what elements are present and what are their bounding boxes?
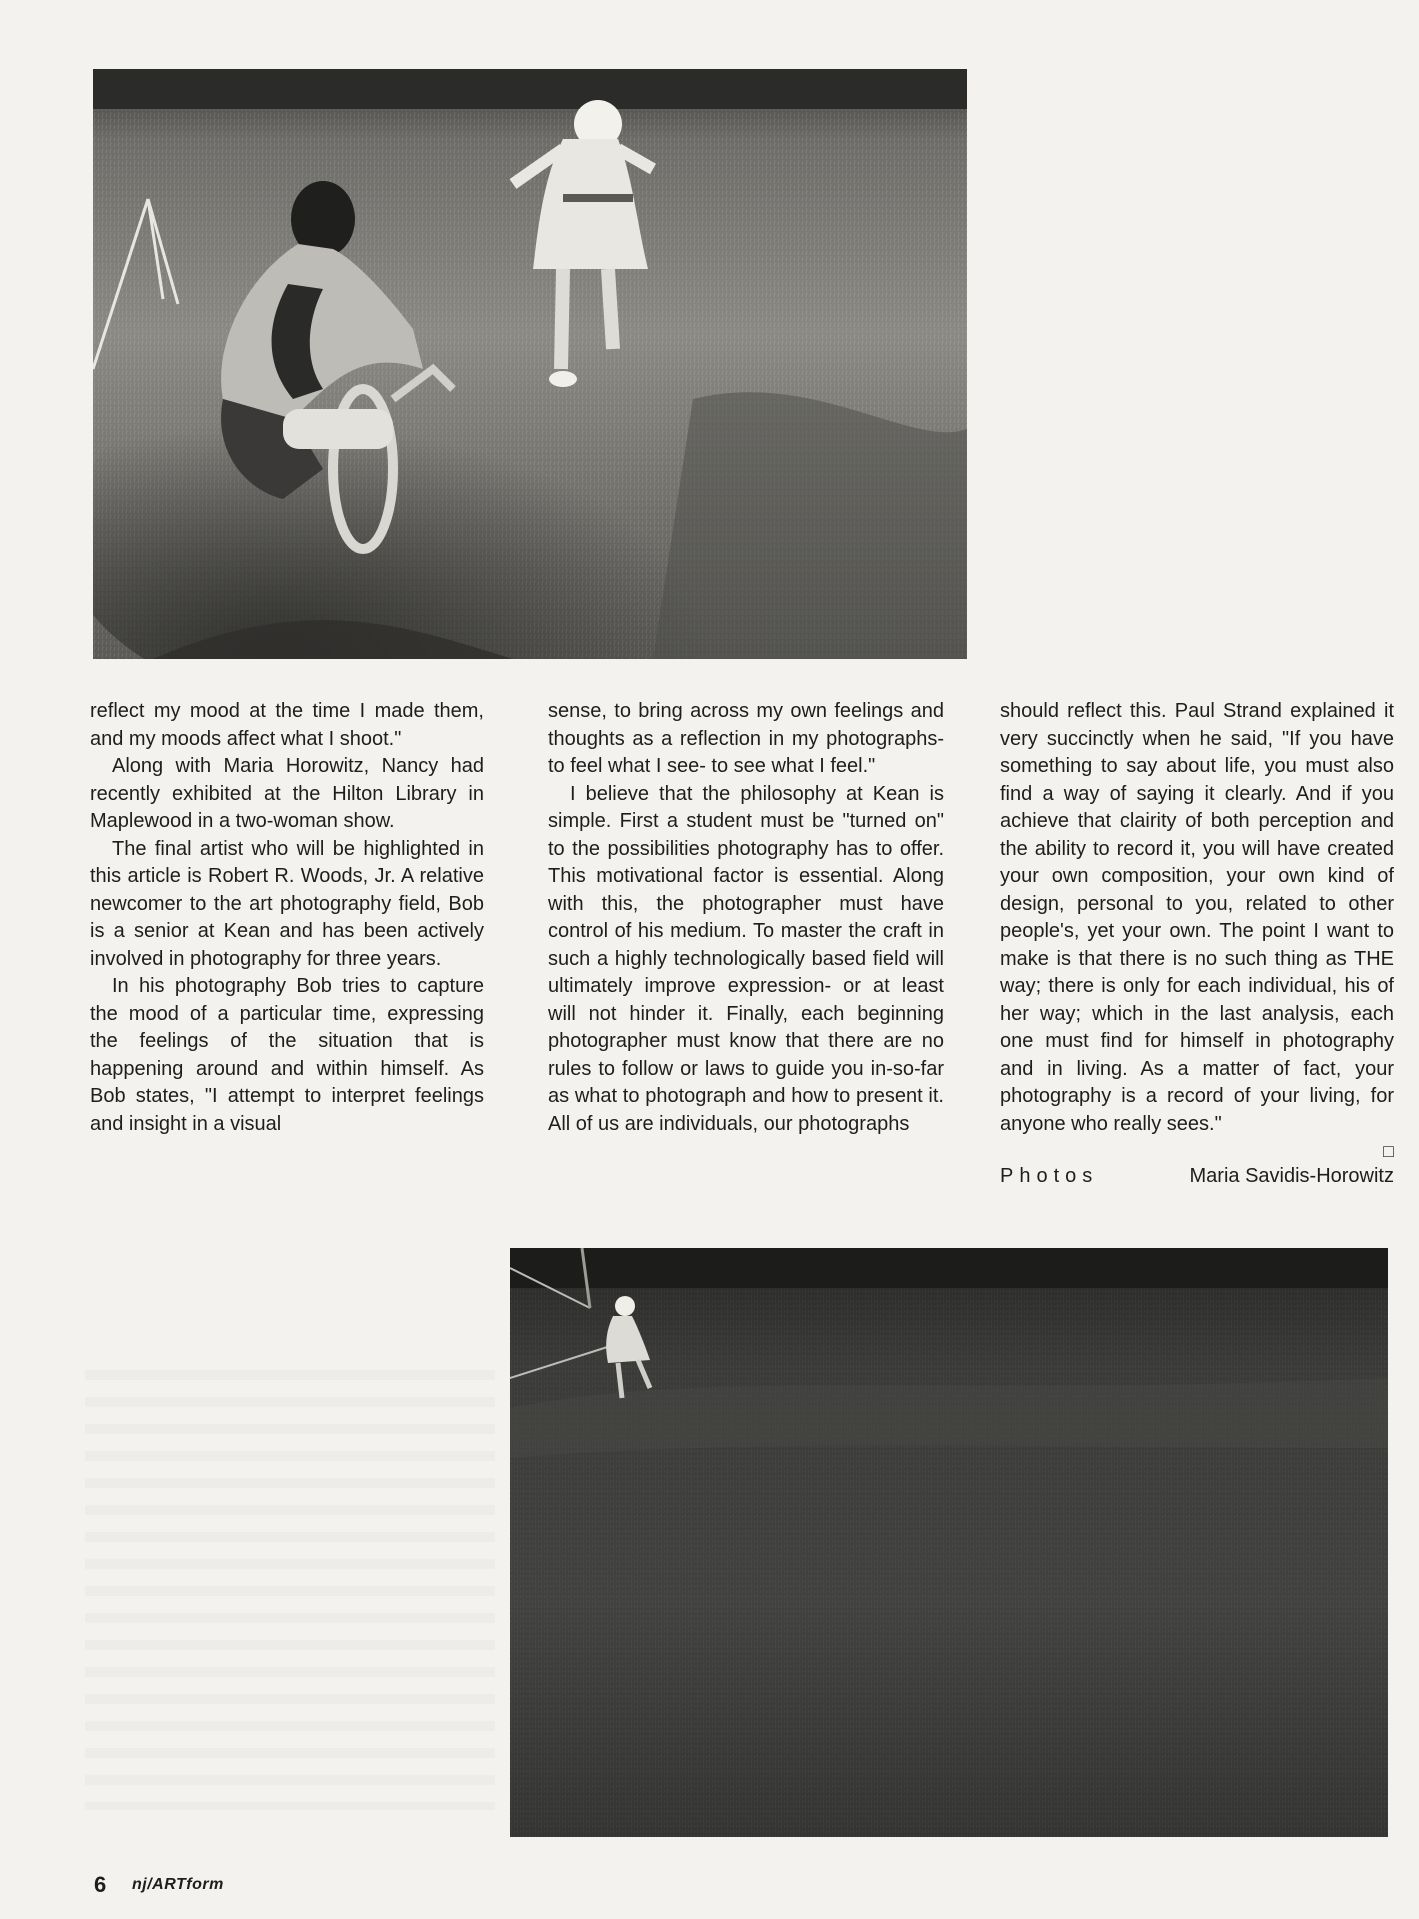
article-column-3 (1000, 698, 1394, 1191)
paragraph: Along with Maria Horowitz, Nancy had recently exhibited at the Hilton Library in Maplewood in a two-woman show. (90, 755, 484, 832)
photo-girl-on-lawn (510, 1248, 1388, 1837)
paragraph: The final artist who will be highlighted in this article is Robert R. Woods, Jr. A relative newcomer to the art photography field, Bob is a senior at Kean and has been actively involved in photography for three years. (90, 837, 484, 970)
page-number: 6 (94, 1872, 107, 1897)
photo-credit-name: Maria Savidis-Horowitz (1189, 1165, 1394, 1187)
article-column-2 (548, 698, 944, 1138)
photo-credit-label: Photos (1000, 1165, 1099, 1187)
photo-boy-tricycle-girl (93, 69, 967, 659)
photo-credit (1000, 1163, 1394, 1191)
paragraph: sense, to bring across my own feelings and thoughts as a reflection in my photographs- to feel what I see- to see what I feel." (548, 700, 944, 777)
paragraph: In his photography Bob tries to capture the mood of a particular time, expressing the feelings of the situation that is happening around and within himself. As Bob states, "I attempt to interpret feelings and insight in a visual (90, 975, 484, 1135)
article-column-1 (90, 698, 484, 1138)
show-through-shadow (85, 1370, 495, 1810)
paragraph: reflect my mood at the time I made them, and my moods affect what I shoot." (90, 700, 484, 750)
paragraph: should reflect this. Paul Strand explained it very succinctly when he said, "If you have something to say about life, you must also find a way of saying it clearly. And if you achieve that clairity of both perception and the ability to record it, you will have created your own composition, your own kind of design, personal to you, related to other people's, yet your own. The point I want to make is that there is no such thing as THE way; there is only for each individual, his of her way; which in the last analysis, each one must find for himself in photography and in living. As a matter of fact, your photography is a record of your living, for anyone who really sees." (1000, 700, 1394, 1135)
paragraph: I believe that the philosophy at Kean is simple. First a student must be "turned on" to the possibilities photography has to offer. This motivational factor is essential. Along with this, the photographer must have control of his medium. To master the craft in such a highly technologically based field will ultimately improve expression- or at least will not hinder it. Finally, each beginning photographer must know that there are no rules to follow or laws to guide you in-so-far as what to photograph and how to present it. All of us are individuals, our photographs (548, 782, 944, 1135)
magazine-name: nj/ARTform (132, 1876, 224, 1893)
end-of-article-mark: □ (1383, 1141, 1394, 1161)
